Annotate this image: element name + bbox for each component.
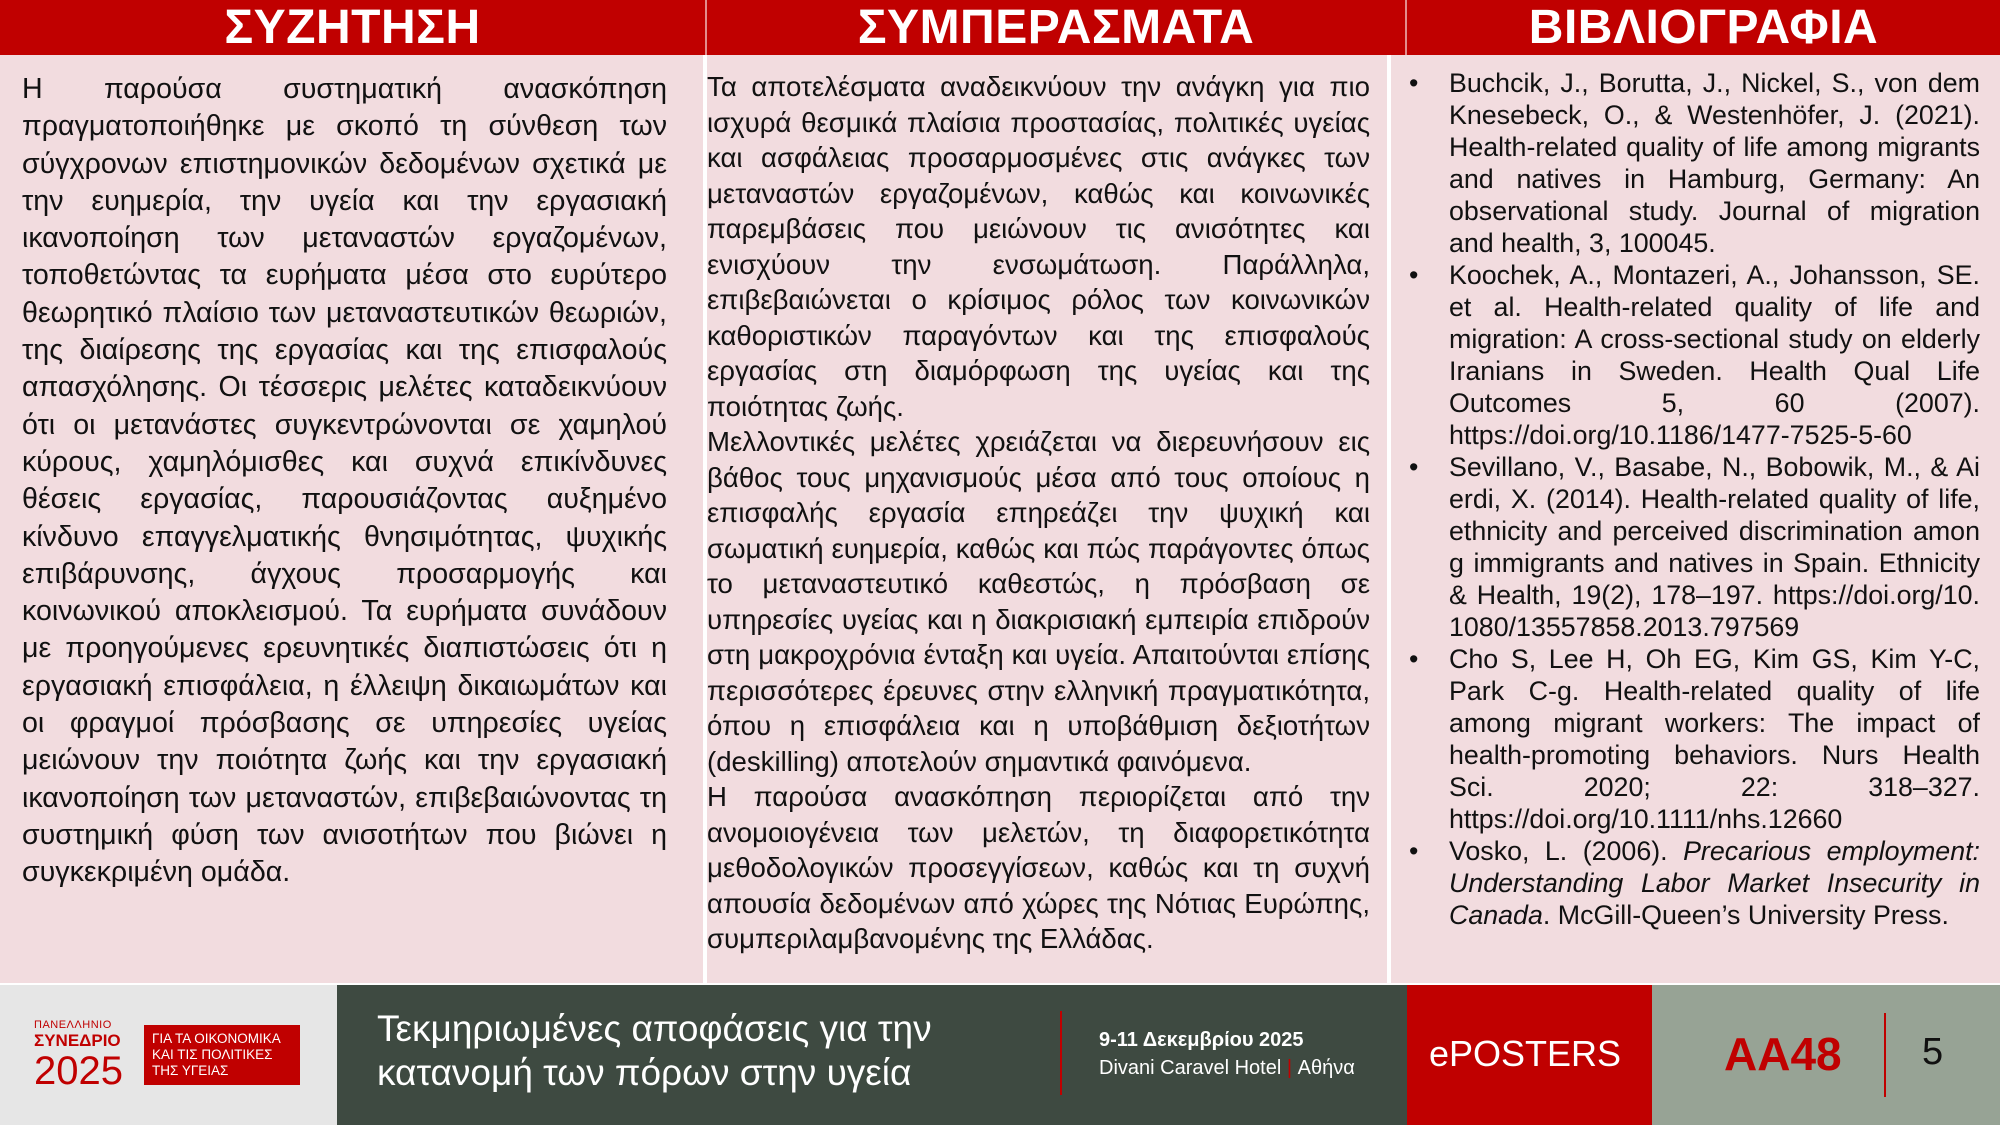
bullet: •: [1409, 836, 1419, 866]
discussion-paragraph: Η παρούσα συστηματική ανασκόπηση πραγματοποιήθηκε με σκοπό τη σύνθεση των σύγχρονων επιστημονικών δεδομένων σχετικά με την ευημερία, την υγεία και την εργασιακή ικανοποίηση των μεταναστών εργαζομένων, τοποθετώντας τα ευρήματα μέσα στο ευρύτερο θεωρητικό πλαίσιο των μεταναστευτικών θεωριών, της διαίρεσης της εργασίας και της επισφαλούς απασχόλησης. Οι τέσσερις μελέτες καταδεικνύουν ότι οι μετανάστες συγκεντρώνονται σε χαμηλού κύρους, χαμηλόμισθες και συχνά επικίνδυνες θέσεις εργασίας, παρουσιάζοντας αυξημένο κίνδυνο επαγγελματικής θνησιμότητας, ψυχικής επιβάρυνσης, άγχους προσαρμογής και κοινωνικού αποκλεισμού. Τα ευρήματα συνάδουν με προηγούμενες ερευνητικές διαπιστώσεις ότι η εργασιακή επισφάλεια, η έλλειψη δικαιωμάτων και οι φραγμοί πρόσβασης σε υπηρεσίες υγείας μειώνουν την ποιότητα ζωής και την εργασιακή ικανοποίηση των μεταναστών, επιβεβαιώνοντας τη συστημική φύση των ανισοτήτων που βιώνει η συγκεκριμένη ομάδα.: [22, 73, 667, 889]
reference-list: [1409, 67, 1980, 931]
header-bibliography: ΒΙΒΛΙΟΓΡΑΦΙΑ: [1528, 1, 1879, 54]
footer-divider: [1884, 1013, 1886, 1097]
logo-subtitle-box: [144, 1025, 300, 1085]
tagline-line-1: Τεκμηριωμένες αποφάσεις για την: [377, 1008, 932, 1049]
discussion-text: [22, 71, 667, 892]
logo-subtitle-line: ΓΙΑ ΤΑ ΟΙΚΟΝΟΜΙΚΑ: [152, 1031, 281, 1046]
logo-subtitle-line: ΤΗΣ ΥΓΕΙΑΣ: [152, 1063, 229, 1078]
conclusions-paragraph-2: Μελλοντικές μελέτες χρειάζεται να διερευνήσουν εις βάθος τους μηχανισμούς μέσα από τους οποίους η επισφαλής εργασία επηρεάζει την ψυχική και σωματική ευημερία, καθώς και πώς παράγοντες όπως το μεταναστευτικό καθεστώς, η πρόσβαση σε υπηρεσίες υγείας και η διακρισιακή εμπειρία επιδρούν στη μακροχρόνια ένταξη και υγεία. Απαιτούνται επίσης περισσότερες έρευνες στην ελληνική πραγματικότητα, όπου η επισφάλεια και η υποβάθμιση δεξιοτήτων (deskilling) αποτελούν σημαντικά φαινόμενα.: [707, 426, 1370, 777]
conclusions-paragraph-3: Η παρούσα ανασκόπηση περιορίζεται από την ανομοιογένεια των μελετών, τη διαφορετικότητα μεθοδολογικών προσεγγίσεων, καθώς και τη συχνή απουσία δεδομένων από χώρες της Νότιας Ευρώπης, συμπεριλαμβανομένης της Ελλάδας.: [707, 781, 1370, 954]
conference-footer: [0, 985, 2000, 1125]
event-city: Αθήνα: [1297, 1057, 1355, 1079]
logo-year: 2025: [34, 1049, 123, 1093]
event-separator: |: [1286, 1057, 1293, 1079]
conclusions-paragraph-1: Τα αποτελέσματα αναδεικνύουν την ανάγκη για πιο ισχυρά θεσμικά πλαίσια προστασίας, πολιτικές υγείας και ασφάλειας προσαρμοσμένες στις ανάγκες των μεταναστών εργαζομένων, καθώς και κοινωνικές παρεμβάσεις που μειώνουν τις ανισότητες και ενισχύουν την ενσωμάτωση. Παράλληλα, επιβεβαιώνεται ο κρίσιμος ρόλος των κοινωνικών καθοριστικών παραγόντων και της επισφαλούς εργασίας στη διαμόρφωση της υγείας και της ποιότητας ζωής.: [707, 71, 1370, 422]
reference-item: [1409, 67, 1980, 259]
reference-item: [1409, 643, 1980, 835]
poster-code-panel: [1652, 985, 2000, 1125]
event-venue: Divani Caravel Hotel: [1099, 1057, 1282, 1079]
logo-line-1: ΠΑΝΕΛΛΗΝΙΟ: [34, 1019, 112, 1031]
reference-text: Buchcik, J., Borutta, J., Nickel, S., von dem Knesebeck, O., & Westenhöfer, J. (2021). Health-related quality of life among migrants and natives in Hamburg, Germany: An observational study. Journal of migration and health, 3, 100045.: [1449, 68, 1980, 258]
reference-item: [1409, 835, 1980, 931]
bullet: •: [1409, 644, 1419, 674]
logo-line-2: ΣΥΝΕΔΡΙΟ: [34, 1031, 121, 1050]
bullet: •: [1409, 452, 1419, 482]
reference-text: Sevillano, V., Basabe, N., Bobowik, M., & Aierdi, X. (2014). Health-related quality of life, ethnicity and perceived discrimination among immigrants and natives in Spain. Ethnicity & Health, 19(2), 178–197. https://doi.org/10.1080/13557858.2013.797569: [1449, 452, 1980, 642]
logo-subtitle-line: ΚΑΙ ΤΙΣ ΠΟΛΙΤΙΚΕΣ: [152, 1047, 273, 1062]
panel-divider: [703, 55, 707, 983]
event-date: 9-11 Δεκεμβρίου 2025: [1099, 1029, 1304, 1051]
footer-divider: [1060, 1011, 1062, 1095]
conclusions-text: [707, 69, 1370, 957]
bullet: •: [1409, 260, 1419, 290]
panel-divider: [1387, 55, 1391, 983]
reference-item: [1409, 451, 1980, 643]
conference-tagline-panel: [337, 985, 1407, 1125]
reference-item: [1409, 259, 1980, 451]
discussion-panel: [0, 55, 703, 983]
poster-code: AA48: [1724, 1028, 1842, 1080]
eposters-label: ePOSTERS: [1429, 1033, 1622, 1074]
event-venue-line: [1099, 1057, 1355, 1080]
conference-logo: [0, 985, 337, 1125]
reference-text: Vosko, L. (2006).: [1449, 836, 1684, 866]
header-discussion: ΣΥΖΗΤΗΣΗ: [224, 1, 481, 54]
eposters-panel: [1407, 985, 1652, 1125]
tagline-line-2: κατανομή των πόρων στην υγεία: [377, 1052, 912, 1093]
reference-publisher: . McGill-Queen’s University Press.: [1542, 900, 1949, 930]
page-number: 5: [1922, 1031, 1944, 1073]
header-conclusions: ΣΥΜΠΕΡΑΣΜΑΤΑ: [857, 1, 1255, 54]
bullet: •: [1409, 68, 1419, 98]
reference-text: Koochek, A., Montazeri, A., Johansson, SE. et al. Health-related quality of life and migration: A cross-sectional study on elderly Iranians in Sweden. Health Qual Life Outcomes 5, 60 (2007). https://doi.org/10.1186/1477-7525-5-60: [1449, 260, 1980, 450]
reference-text: Cho S, Lee H, Oh EG, Kim GS, Kim Y-C, Park C-g. Health-related quality of life among migrant workers: The impact of health-promoting behaviors. Nurs Health Sci. 2020; 22: 318–327. https://doi.org/10.1111/nhs.12660: [1449, 644, 1980, 834]
section-header-bar: [0, 0, 2000, 55]
bibliography-panel: [1391, 55, 2000, 983]
conclusions-panel: [707, 55, 1397, 983]
reference-book-title: Precarious employment: Understanding Labor Market Insecurity in Canada: [1449, 836, 1981, 930]
